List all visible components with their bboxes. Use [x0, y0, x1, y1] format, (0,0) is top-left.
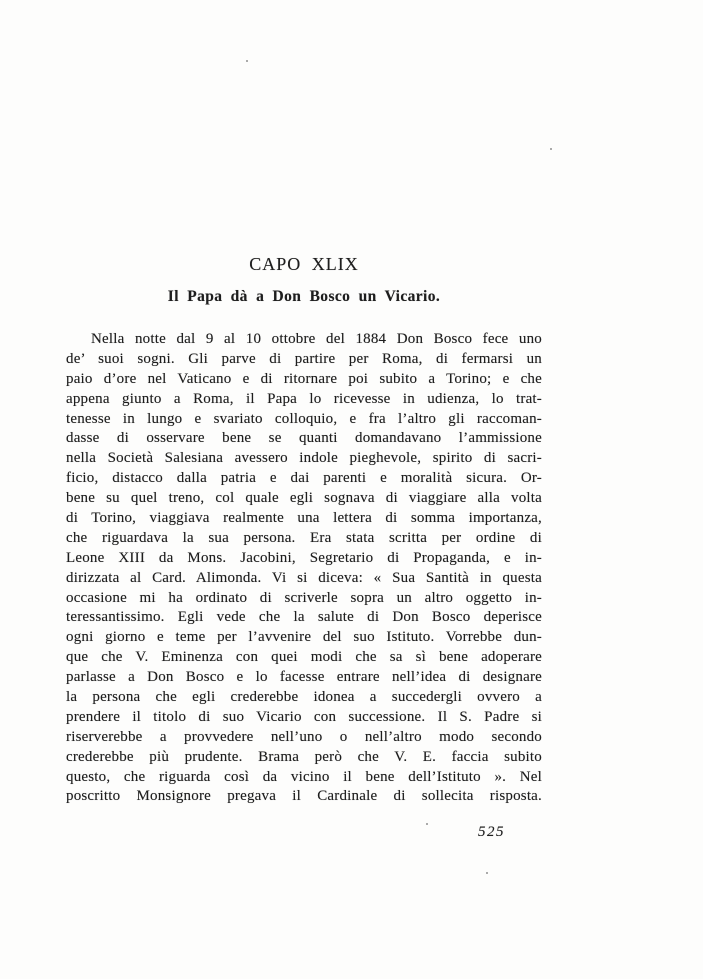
text-line: prendere il titolo di suo Vicario con successione. Il S. Padre si — [66, 708, 542, 725]
scan-speck — [550, 148, 552, 150]
text-line: riserverebbe a provvedere nell’uno o nell’altro modo secondo — [66, 728, 542, 745]
text-line: questo, che riguarda così da vicino il bene dell’Istituto ». Nel — [66, 768, 542, 785]
text-line: che riguardava la sua persona. Era stata scritta per ordine di — [66, 529, 542, 546]
section-title: Il Papa dà a Don Bosco un Vicario. — [167, 288, 441, 305]
text-line: paio d’ore nel Vaticano e di ritornare poi subito a Torino; e che — [66, 370, 542, 387]
text-block — [66, 0, 542, 979]
text-line: Nella notte dal 9 al 10 ottobre del 1884 Don Bosco fece uno — [91, 331, 542, 347]
text-line: ficio, distacco dalla patria e dai parenti e moralità sicura. Or- — [66, 470, 542, 487]
text-line: de’ suoi sogni. Gli parve di partire per Roma, di fermarsi un — [66, 350, 542, 367]
text-line: poscritto Monsignore pregava il Cardinale di sollecita risposta. — [66, 788, 542, 805]
text-line: nella Società Salesiana avessero indole pieghevole, spirito di sacri- — [66, 450, 542, 467]
page-number: 525 — [478, 824, 505, 840]
text-line: di Torino, viaggiava realmente una lettera di somma importanza, — [66, 510, 542, 527]
text-line: dirizzata al Card. Alimonda. Vi si diceva: « Sua Santità in questa — [66, 569, 542, 586]
text-line: parlasse a Don Bosco e lo facesse entrare nell’idea di designare — [66, 669, 542, 686]
text-line: tenesse in lungo e svariato colloquio, e fra l’altro gli raccoman- — [66, 410, 542, 427]
text-line: bene su quel treno, col quale egli sognava di viaggiare alla volta — [66, 490, 542, 507]
text-line: la persona che egli crederebbe idonea a succedergli ovvero a — [66, 689, 542, 706]
paragraph — [66, 330, 542, 807]
chapter-heading: CAPO XLIX — [249, 254, 359, 274]
text-line: dasse di osservare bene se quanti domandavano l’ammissione — [66, 430, 542, 447]
text-line: crederebbe più prudente. Brama però che V. E. faccia subito — [66, 748, 542, 765]
text-line: teressantissimo. Egli vede che la salute di Don Bosco deperisce — [66, 609, 542, 626]
text-line: ogni giorno e teme per l’avvenire del suo Istituto. Vorrebbe dun- — [66, 629, 542, 646]
text-line: que che V. Eminenza con quei modi che sa sì bene adoperare — [66, 649, 542, 666]
text-line: Leone XIII da Mons. Jacobini, Segretario di Propaganda, e in- — [66, 549, 542, 566]
text-line: appena giunto a Roma, il Papa lo ricevesse in udienza, lo trat- — [66, 390, 542, 407]
text-line: occasione mi ha ordinato di scriverle sopra un altro oggetto in- — [66, 589, 542, 606]
